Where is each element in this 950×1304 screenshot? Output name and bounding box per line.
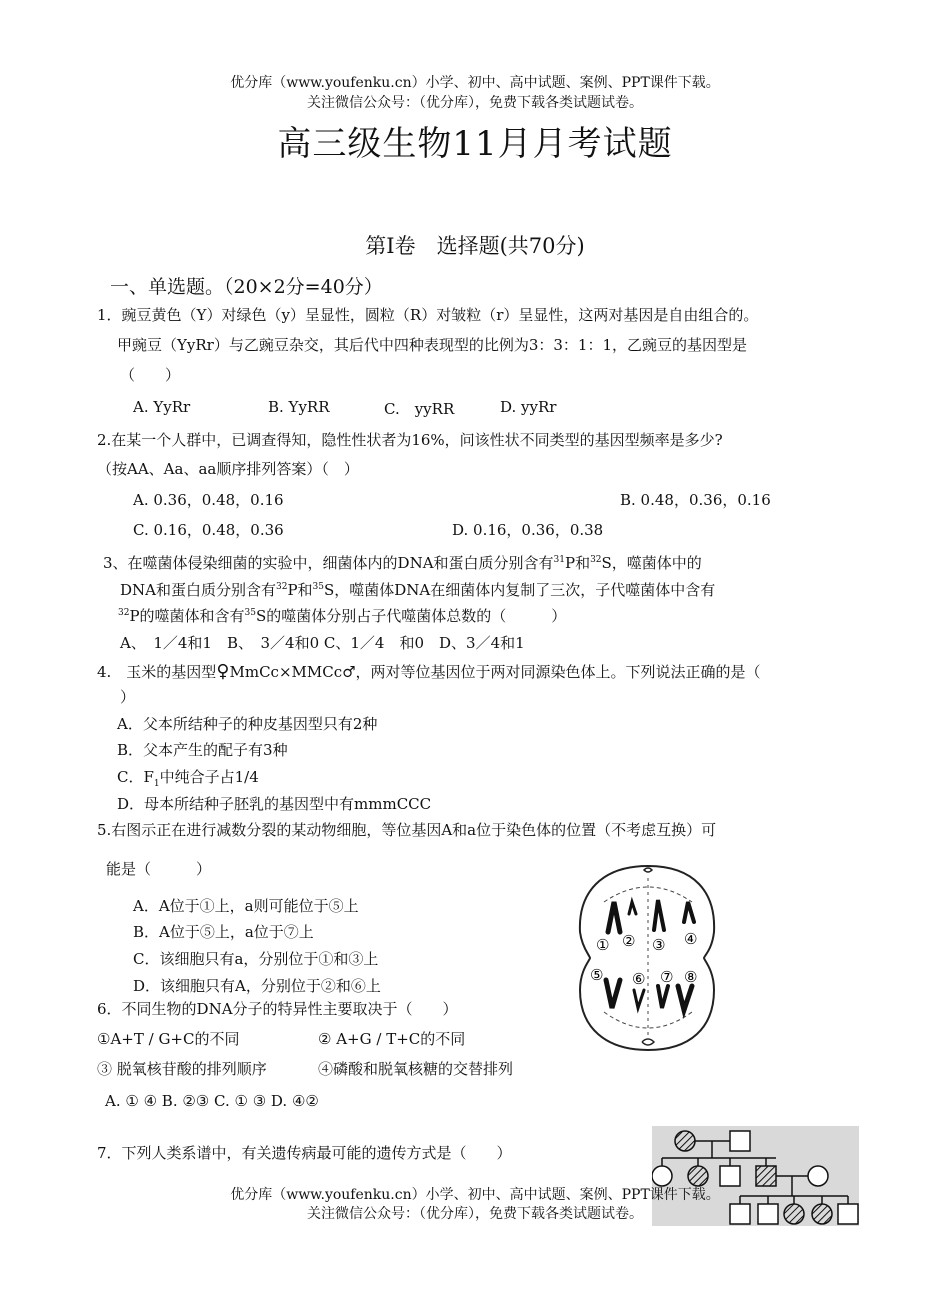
q6-option-1: ①A+T / G+C的不同 [97,1030,240,1048]
q1-option-a: A. YyRr [133,398,191,416]
q6-option-3: ③ 脱氧核苷酸的排列顺序 [97,1060,267,1078]
footer-line-2: 关注微信公众号：（优分库），免费下载各类试题试卷。 [307,1206,643,1222]
q3-l2b: P和 [287,581,313,599]
q4-line-2: ） [120,688,136,706]
q6-line-1: 6．不同生物的DNA分子的特异性主要取决于（ ） [97,1000,458,1018]
gen2-male [720,1166,740,1186]
q6-option-4: ④磷酸和脱氧核糖的交替排列 [318,1060,514,1078]
label-6: ⑥ [632,970,646,988]
q4-c1: C．F [117,768,154,786]
female-symbol: ♀ [216,661,230,682]
meiosis-cell-diagram [574,862,722,1054]
label-8: ⑧ [684,968,698,986]
q3-l2sup35: 35 [312,582,324,592]
q3-l2a: DNA和蛋白质分别含有 [120,581,276,599]
label-1: ① [596,936,610,954]
q6-option-2: ② A+G / T+C的不同 [318,1030,466,1048]
gen2-male-affected [756,1166,776,1186]
q2-option-a: A. 0.36，0.48，0.16 [133,491,284,509]
gen2-female [652,1166,672,1186]
page-title: 高三级生物11月月考试题 [277,124,673,164]
header-line-1: 优分库（www.youfenku.cn）小学、初中、高中试题、案例、PPT课件下载。 [230,75,720,91]
q3-sup31: 31 [553,555,565,565]
chromosome-2 [629,902,636,914]
q1-line-1: 1．豌豆黄色（Y）对绿色（y）呈显性，圆粒（R）对皱粒（r）呈显性，这两对基因是自由组合的。 [97,306,759,324]
q3-line-2 [120,579,715,600]
label-4: ④ [684,930,698,948]
q3-l3sup35: 35 [244,608,256,618]
q4-option-a: A．父本所结种子的种皮基因型只有2种 [117,715,378,733]
chromosome-7 [658,986,668,1008]
q1-option-c: C. yyRR [384,400,455,418]
q3-l1c: S，噬菌体中的 [601,554,702,572]
q2-option-d: D. 0.16，0.36，0.38 [452,521,604,539]
q4-l1b: MmCc×MMCc♂，两对等位基因位于两对同源染色体上。下列说法正确的是（ [229,663,761,681]
q1-option-b: B. YyRR [268,398,330,416]
chromosome-8 [678,986,692,1010]
q3-l2c: S，噬菌体DNA在细菌体内复制了三次，子代噬菌体中含有 [324,581,716,599]
q3-line-3 [118,605,566,626]
q3-l3a: P的噬菌体和含有 [129,607,245,625]
q3-options: A、 1／4和1 B、 3／4和0 C、1／4 和0 D、3／4和1 [120,634,525,652]
chromosome-1 [608,902,620,932]
q5-option-d: D．该细胞只有A，分别位于②和⑥上 [133,977,381,995]
cell-outline [580,866,714,1050]
part-heading: 一、单选题。（20×2分=40分） [110,276,383,298]
q7-line-1: 7．下列人类系谱中，有关遗传病最可能的遗传方式是（ ） [97,1144,512,1162]
q2-line-2: （按AA、Aa、aa顺序排列答案）（ ） [97,460,359,478]
chromosome-4 [684,902,694,922]
q5-option-c: C．该细胞只有a，分别位于①和③上 [133,950,379,968]
q1-line-2: 甲豌豆（YyRr）与乙豌豆杂交，其后代中四种表现型的比例为3：3：1：1，乙豌豆的基因型是 [117,336,748,354]
section-title: 第Ⅰ卷 选择题(共70分) [365,234,585,258]
q4-line-1 [97,661,761,682]
label-5: ⑤ [590,966,604,984]
gen1-female-affected [675,1131,695,1151]
q3-l1b: P和 [564,554,591,572]
q1-line-3: （ ） [120,366,181,384]
q5-line-1: 5.右图示正在进行减数分裂的某动物细胞，等位基因A和a位于染色体的位置（不考虑互换）可 [97,821,717,839]
q3-l1a: 3、在噬菌体侵染细菌的实验中，细菌体内的DNA和蛋白质分别含有 [103,554,554,572]
label-2: ② [622,932,636,950]
q3-l2sup32: 32 [276,582,288,592]
gen1-male [730,1131,750,1151]
centriole-bottom [642,1039,654,1045]
gen2-spouse-female [808,1166,828,1186]
q2-line-1: 2.在某一个人群中，已调查得知，隐性性状者为16%，问该性状不同类型的基因型频率是多少? [97,431,723,449]
q3-line-1 [103,552,702,573]
q5-line-2: 能是（ ） [106,860,212,878]
q4-l1a: 4. 玉米的基因型 [97,663,217,681]
q5-option-a: A．A位于①上，a则可能位于⑤上 [133,897,359,915]
q4-option-d: D．母本所结种子胚乳的基因型中有mmmCCC [117,795,432,813]
label-7: ⑦ [660,968,674,986]
header-line-2: 关注微信公众号：（优分库），免费下载各类试题试卷。 [307,95,643,111]
q5-option-b: B．A位于⑤上，a位于⑦上 [133,923,314,941]
chromosome-6 [634,990,644,1008]
gen2-female-affected [688,1166,708,1186]
centriole-top [644,868,652,872]
label-3: ③ [652,936,666,954]
chromosome-5 [606,980,620,1008]
q4-option-b: B．父本产生的配子有3种 [117,741,288,759]
q4-csub: 1 [153,779,160,789]
q3-sup32: 32 [590,555,602,565]
q2-option-b: B. 0.48，0.36，0.16 [620,491,771,509]
q6-options: A. ① ④ B. ②③ C. ① ③ D. ④② [105,1092,319,1110]
q4-c2: 中纯合子占1/4 [159,768,259,786]
q3-l3b: S的噬菌体分别占子代噬菌体总数的（ ） [256,607,567,625]
q2-option-c: C. 0.16，0.48，0.36 [133,521,284,539]
q3-l3sup32: 32 [118,608,130,618]
footer-line-1: 优分库（www.youfenku.cn）小学、初中、高中试题、案例、PPT课件下载。 [230,1187,720,1203]
q1-option-d: D. yyRr [500,398,557,416]
chromosome-3 [654,900,664,930]
q4-option-c [117,766,259,789]
